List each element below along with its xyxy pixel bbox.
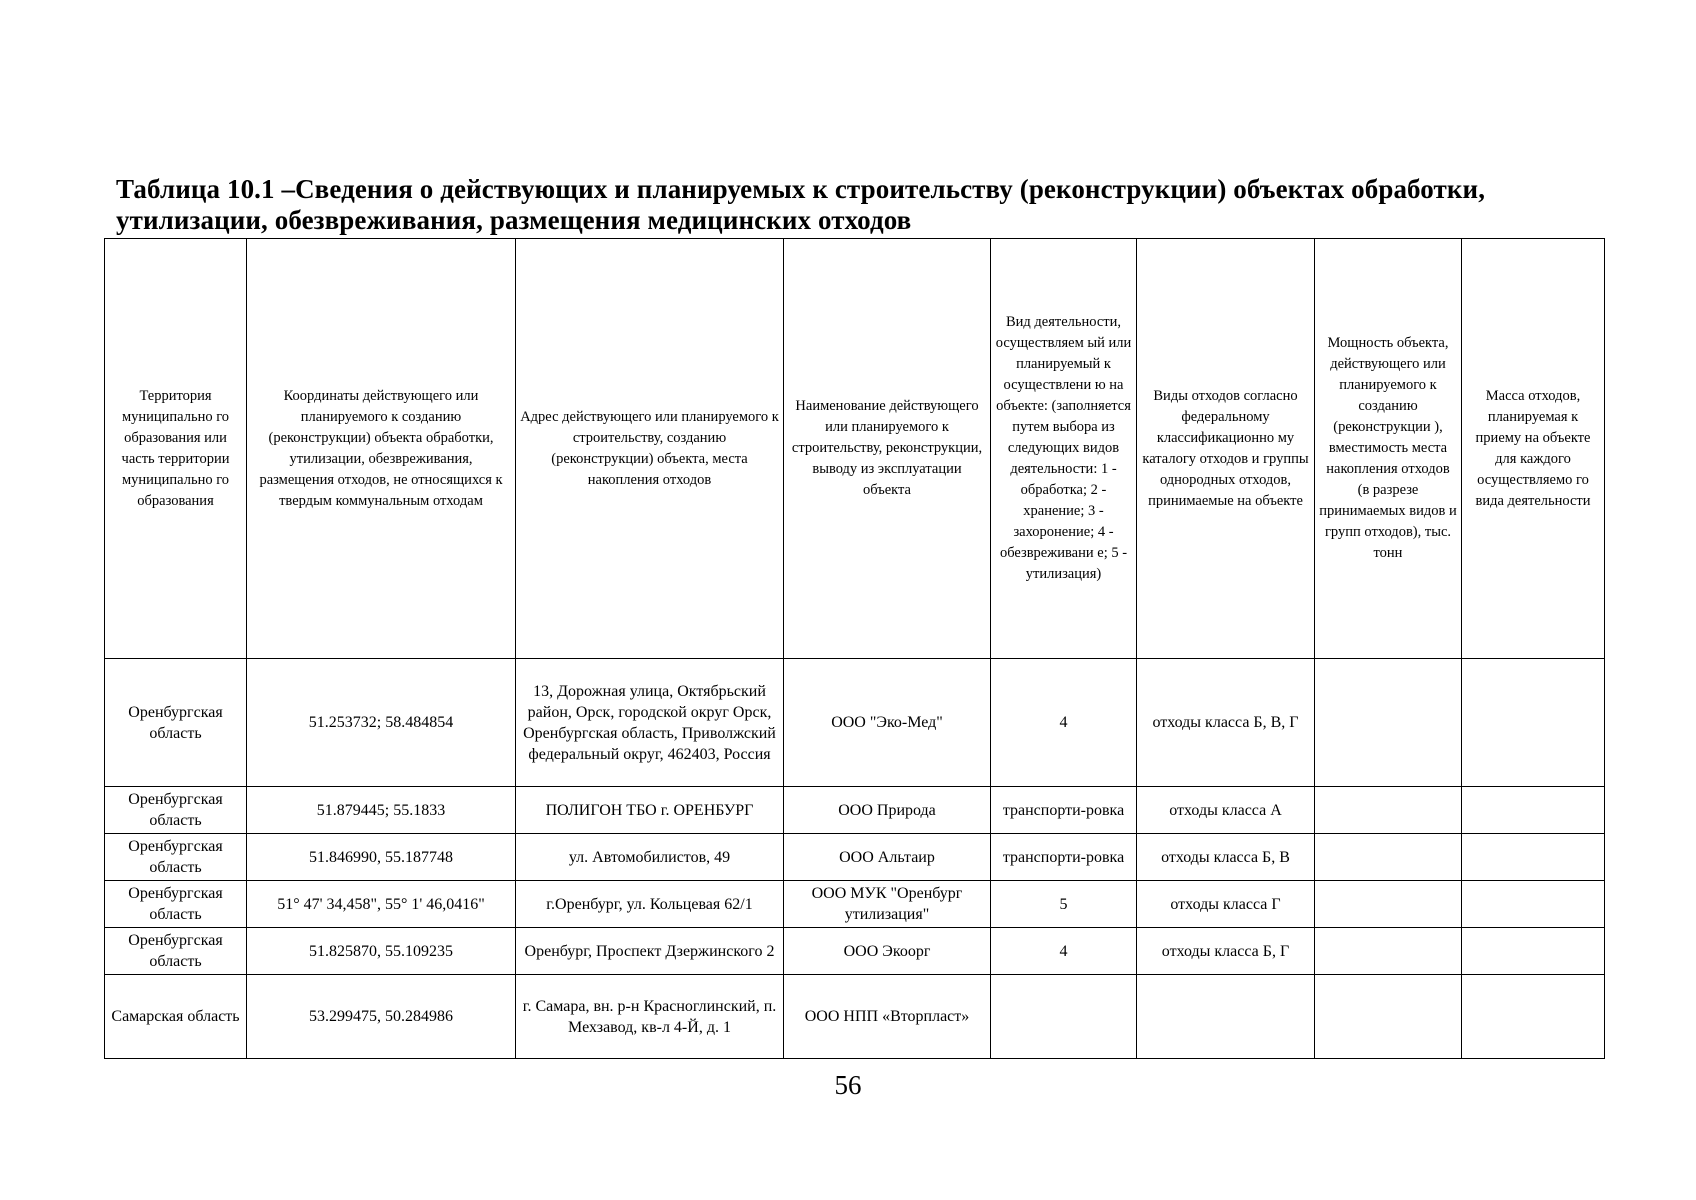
table-cell: отходы класса Б, В	[1137, 834, 1315, 881]
table-cell	[1462, 881, 1605, 928]
table-cell: отходы класса Б, Г	[1137, 928, 1315, 975]
table-row	[105, 975, 1605, 1059]
table-cell: ул. Автомобилистов, 49	[516, 834, 784, 881]
table-cell: ООО НПП «Вторпласт»	[784, 975, 991, 1059]
table-cell: отходы класса Б, В, Г	[1137, 659, 1315, 787]
table-row	[105, 787, 1605, 834]
table-cell	[1462, 928, 1605, 975]
table-cell: 51° 47' 34,458", 55° 1' 46,0416"	[247, 881, 516, 928]
table-cell: Самарская область	[105, 975, 247, 1059]
table-cell: Оренбургская область	[105, 834, 247, 881]
table-cell: ООО "Эко-Мед"	[784, 659, 991, 787]
table-cell: 51.253732; 58.484854	[247, 659, 516, 787]
table-cell	[1462, 659, 1605, 787]
table-cell: Оренбургская область	[105, 659, 247, 787]
table-cell: Оренбургская область	[105, 787, 247, 834]
table-cell	[1462, 975, 1605, 1059]
page-number: 56	[834, 1070, 862, 1100]
table-cell	[1315, 659, 1462, 787]
table-header-row	[105, 239, 1605, 659]
table-cell	[1315, 975, 1462, 1059]
header-cell: Мощность объекта, действующего или планируемого к созданию (реконструкции ), вместимость места накопления отходов (в разрезе принимаемых видов и групп отходов), тыс. тонн	[1315, 239, 1462, 659]
table-row	[105, 834, 1605, 881]
header-cell: Вид деятельности, осуществляем ый или планируемый к осуществлени ю на объекте: (заполняется путем выбора из следующих видов деятельности: 1 - обработка; 2 - хранение; 3 - захоронение; 4 - обезвреживани е; 5 - утилизация)	[991, 239, 1137, 659]
table-row	[105, 881, 1605, 928]
table-cell: ООО Альтаир	[784, 834, 991, 881]
table-cell: 4	[991, 659, 1137, 787]
header-cell: Адрес действующего или планируемого к строительству, созданию (реконструкции) объекта, места накопления отходов	[516, 239, 784, 659]
header-cell: Территория муниципально го образования или часть территории муниципально го образования	[105, 239, 247, 659]
table-cell: отходы класса Г	[1137, 881, 1315, 928]
header-cell: Наименование действующего или планируемого к строительству, реконструкции, выводу из эксплуатации объекта	[784, 239, 991, 659]
table-cell: Оренбургская область	[105, 881, 247, 928]
table-cell	[1315, 928, 1462, 975]
table-cell: г.Оренбург, ул. Кольцевая 62/1	[516, 881, 784, 928]
table-cell: транспорти-ровка	[991, 787, 1137, 834]
table-cell	[991, 975, 1137, 1059]
table-cell	[1315, 787, 1462, 834]
table-cell	[1462, 834, 1605, 881]
header-cell: Координаты действующего или планируемого к созданию (реконструкции) объекта обработки, утилизации, обезвреживания, размещения отходов, не относящихся к твердым коммунальным отходам	[247, 239, 516, 659]
table-cell: Оренбург, Проспект Дзержинского 2	[516, 928, 784, 975]
table-cell: ООО Природа	[784, 787, 991, 834]
table-cell	[1315, 881, 1462, 928]
table-cell: 13, Дорожная улица, Октябрьский район, Орск, городской округ Орск, Оренбургская область, Приволжский федеральный округ, 462403, Россия	[516, 659, 784, 787]
table-cell: ПОЛИГОН ТБО г. ОРЕНБУРГ	[516, 787, 784, 834]
table-cell	[1137, 975, 1315, 1059]
table-cell	[1462, 787, 1605, 834]
table-row	[105, 659, 1605, 787]
table-title: Таблица 10.1 –Сведения о действующих и планируемых к строительству (реконструкции) объектах обработки, утилизации, обезвреживания, размещения медицинских отходов	[116, 174, 1486, 235]
table-cell: 4	[991, 928, 1137, 975]
table-row	[105, 928, 1605, 975]
table-cell: транспорти-ровка	[991, 834, 1137, 881]
table-cell: 51.825870, 55.109235	[247, 928, 516, 975]
table-cell: 51.846990, 55.187748	[247, 834, 516, 881]
table-cell: 53.299475, 50.284986	[247, 975, 516, 1059]
table-cell: Оренбургская область	[105, 928, 247, 975]
table-cell: г. Самара, вн. р-н Красноглинский, п. Мехзавод, кв-л 4-Й, д. 1	[516, 975, 784, 1059]
table-cell: ООО Экоорг	[784, 928, 991, 975]
medical-waste-facilities-table	[104, 238, 1605, 1059]
table-cell: ООО МУК "Оренбург утилизация"	[784, 881, 991, 928]
table-cell: 51.879445; 55.1833	[247, 787, 516, 834]
table-cell: 5	[991, 881, 1137, 928]
table-cell: отходы класса А	[1137, 787, 1315, 834]
header-cell: Виды отходов согласно федеральному классификационно му каталогу отходов и группы однородных отходов, принимаемые на объекте	[1137, 239, 1315, 659]
table-cell	[1315, 834, 1462, 881]
header-cell: Масса отходов, планируемая к приему на объекте для каждого осуществляемо го вида деятельности	[1462, 239, 1605, 659]
